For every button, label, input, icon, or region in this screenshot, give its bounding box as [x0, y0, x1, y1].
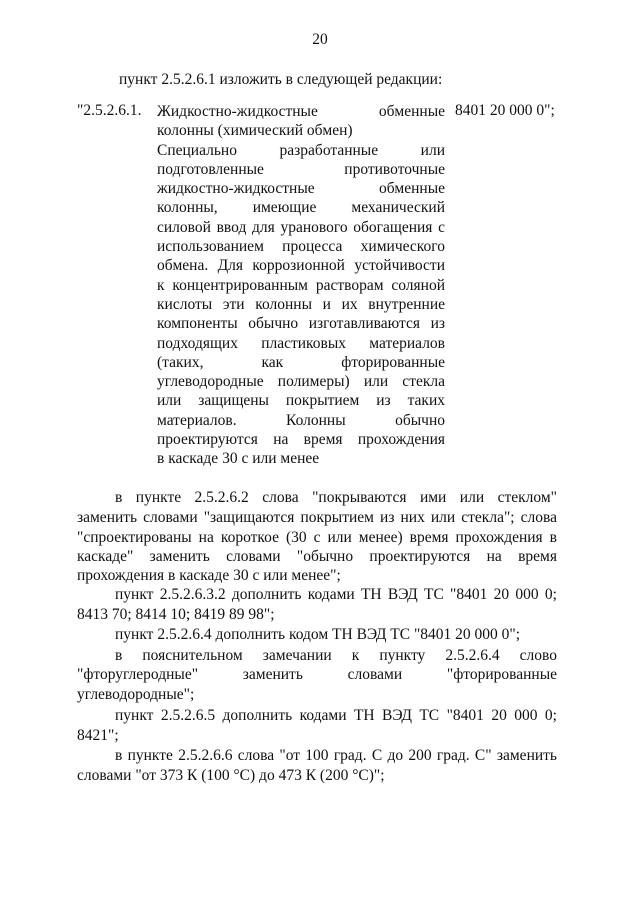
item-body-line: Специально разработанные или [157, 141, 445, 159]
text-line: в пункте 2.5.2.6.2 слова "покрываются ими или стеклом" [115, 489, 557, 506]
text-line: пункт 2.5.2.6.4 дополнить кодом ТН ВЭД ТС "8401 20 000 0"; [115, 626, 521, 643]
item-title-line: колонны (химический обмен) [157, 122, 353, 140]
text-line: "спроектированы на короткое (30 с или менее) время прохождения в [77, 529, 557, 546]
item-body-line: к концентрированным растворам соляной [157, 276, 445, 294]
text-line: словами "от 373 К (100 °С) до 473 К (200 °С)"; [77, 767, 385, 784]
item-body-line: в каскаде 30 с или менее [157, 450, 320, 468]
text-line: в пояснительном замечании к пункту 2.5.2.6.4 слово [115, 647, 557, 664]
text-line: 8413 70; 8414 10; 8419 89 98"; [77, 606, 275, 623]
item-body-line: подходящих пластиковых материалов [157, 334, 445, 352]
text-line: углеводородные"; [77, 686, 195, 703]
item-body-line: жидкостно-жидкостные обменные [157, 180, 445, 198]
page-number: 20 [312, 31, 328, 48]
item-body-line: колонны, имеющие механический [157, 199, 445, 217]
item-body-line: углеводородные полимеры) или стекла [157, 373, 445, 391]
text-line: пункт 2.5.2.6.3.2 дополнить кодами ТН ВЭД ТС "8401 20 000 0; [115, 586, 557, 603]
item-code: 8401 20 000 0"; [455, 102, 555, 119]
intro-line: пункт 2.5.2.6.1 изложить в следующей редакции: [119, 71, 443, 88]
text-line: 8421"; [77, 727, 119, 744]
item-body-line: использованием процесса химического [157, 238, 445, 256]
text-line: каскаде" заменить словами "обычно проектируются на время [77, 548, 557, 565]
item-body-line: (таких, как фторированные [157, 353, 445, 371]
text-line: в пункте 2.5.2.6.6 слова "от 100 град. С до 200 град. С" заменить [115, 747, 557, 764]
item-number: "2.5.2.6.1. [77, 102, 142, 119]
item-body-line: компоненты обычно изготавливаются из [157, 315, 445, 333]
item-body-line: силовой ввод для уранового обогащения с [157, 218, 445, 236]
item-body-line: или защищены покрытием из таких [157, 392, 445, 410]
item-title-line: Жидкостно-жидкостные обменные [157, 103, 445, 120]
text-line: заменить словами "защищаются покрытием из них или стекла"; слова [77, 509, 557, 526]
item-body-line: подготовленные противоточные [157, 160, 445, 178]
item-body-line: кислоты эти колонны и их внутренние [157, 295, 445, 313]
text-line: прохождения в каскаде 30 с или менее"; [77, 567, 341, 584]
item-body-line: обмена. Для коррозионной устойчивости [157, 257, 445, 275]
item-body-line: проектируются на время прохождения [157, 431, 445, 449]
item-description [157, 102, 445, 469]
text-line: "фторуглеродные" заменить словами "фторированные [77, 666, 557, 683]
item-body-line: материалов. Колонны обычно [157, 411, 445, 429]
text-line: пункт 2.5.2.6.5 дополнить кодами ТН ВЭД ТС "8401 20 000 0; [115, 707, 557, 724]
